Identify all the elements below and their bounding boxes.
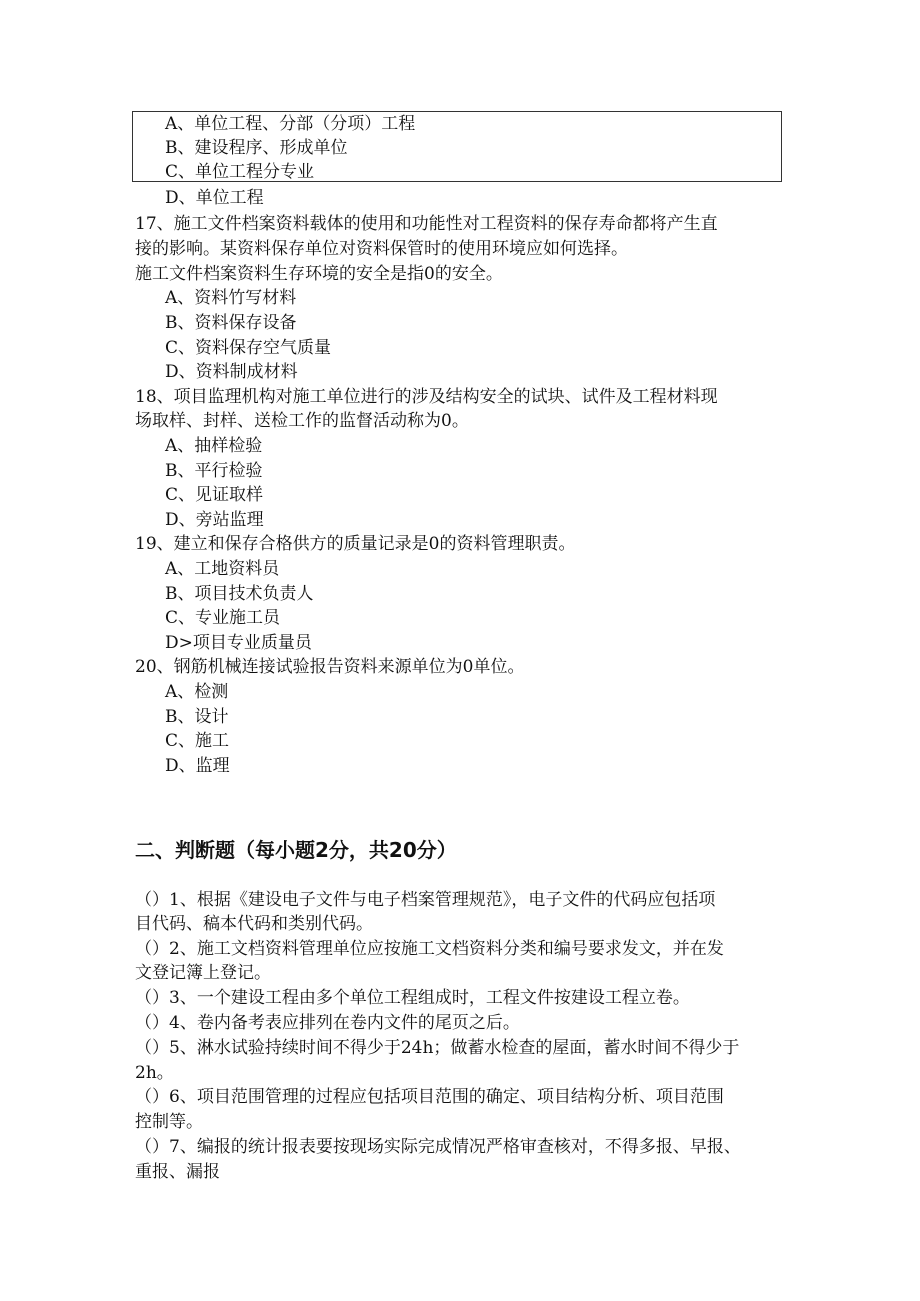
q16-option-d: D、单位工程 [165, 188, 264, 208]
q17-option-d: D、资料制成材料 [165, 362, 298, 382]
q20-stem: 20、钢筋机械连接试验报告资料来源单位为0单位。 [135, 657, 525, 677]
q17-option-c: C、资料保存空气质量 [165, 338, 332, 358]
tf-7-line2: 重报、漏报 [135, 1162, 220, 1182]
tf-4: （）4、卷内备考表应排列在卷内文件的尾页之后。 [135, 1013, 520, 1033]
tf-1-line1: （）1、根据《建设电子文件与电子档案管理规范》，电子文件的代码应包括项 [135, 890, 716, 910]
tf-2-line2: 文登记簿上登记。 [135, 963, 271, 983]
q19-option-d: D>项目专业质量员 [165, 633, 312, 653]
q20-option-c: C、施工 [165, 731, 230, 751]
q17-stem-line1: 17、施工文件档案资料载体的使用和功能性对工程资料的保存寿命都将产生直 [135, 214, 718, 234]
tf-6-line1: （）6、项目范围管理的过程应包括项目范围的确定、项目结构分析、项目范围 [135, 1087, 724, 1107]
tf-7-line1: （）7、编报的统计报表要按现场实际完成情况严格审查核对，不得多报、早报、 [135, 1137, 741, 1157]
tf-2-line1: （）2、施工文档资料管理单位应按施工文档资料分类和编号要求发文，并在发 [135, 939, 724, 959]
q19-option-c: C、专业施工员 [165, 608, 281, 628]
q18-option-b: B、平行检验 [165, 461, 263, 481]
q20-option-b: B、设计 [165, 707, 229, 727]
tf-6-line2: 控制等。 [135, 1112, 203, 1132]
q19-option-a: A、工地资料员 [165, 559, 280, 579]
q18-option-d: D、旁站监理 [165, 510, 264, 530]
tf-5-line1: （）5、淋水试验持续时间不得少于24h；做蓄水检查的屋面，蓄水时间不得少于 [135, 1038, 740, 1058]
q16-option-b: B、建设程序、形成单位 [165, 138, 348, 158]
tf-3: （）3、一个建设工程由多个单位工程组成时，工程文件按建设工程立卷。 [135, 988, 690, 1008]
tf-5-line2: 2h。 [135, 1063, 174, 1083]
q18-option-a: A、抽样检验 [165, 436, 263, 456]
q20-option-a: A、检测 [165, 682, 229, 702]
q17-stem-line2: 接的影响。某资料保存单位对资料保管时的使用环境应如何选择。 [135, 239, 628, 259]
q17-stem-line3: 施工文件档案资料生存环境的安全是指0的安全。 [135, 264, 503, 284]
q19-option-b: B、项目技术负责人 [165, 584, 314, 604]
q19-stem: 19、建立和保存合格供方的质量记录是0的资料管理职责。 [135, 534, 576, 554]
q16-option-c: C、单位工程分专业 [165, 162, 315, 182]
q20-option-d: D、监理 [165, 756, 230, 776]
q16-option-a: A、单位工程、分部（分项）工程 [165, 114, 416, 134]
q18-stem-line1: 18、项目监理机构对施工单位进行的涉及结构安全的试块、试件及工程材料现 [135, 387, 718, 407]
section-heading: 二、判断题（每小题2分，共20分） [135, 838, 457, 862]
tf-1-line2: 目代码、稿本代码和类别代码。 [135, 914, 373, 934]
q17-option-b: B、资料保存设备 [165, 313, 297, 333]
q18-option-c: C、见证取样 [165, 485, 264, 505]
q17-option-a: A、资料竹写材料 [165, 288, 297, 308]
q18-stem-line2: 场取样、封样、送检工作的监督活动称为0。 [135, 411, 469, 431]
